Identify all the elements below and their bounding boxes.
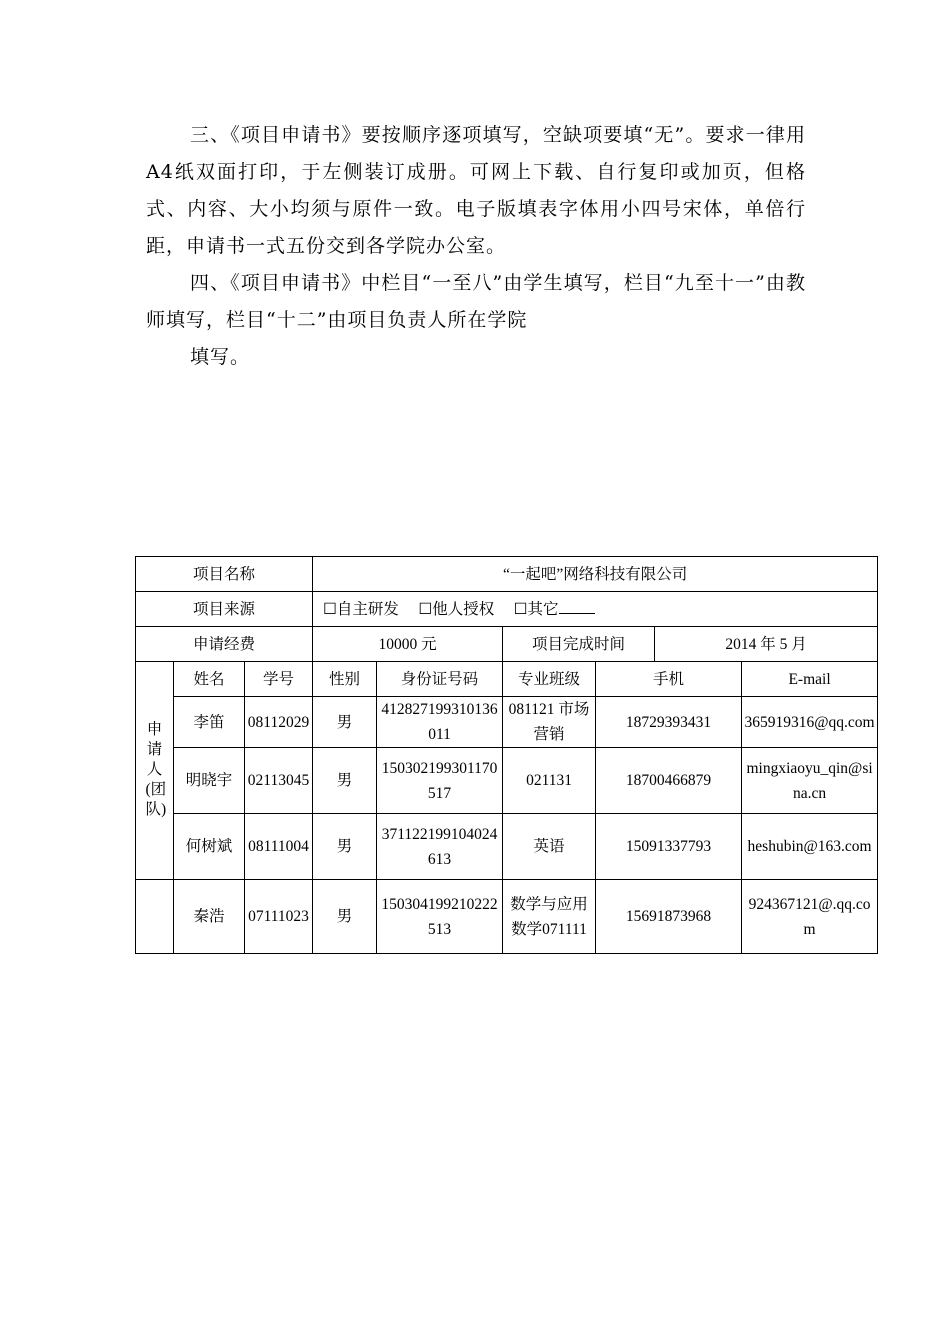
member-row	[136, 814, 878, 880]
col-name-header: 姓名	[174, 662, 245, 697]
member-gender[interactable]: 男	[313, 748, 377, 814]
member-phone[interactable]: 18729393431	[596, 697, 742, 748]
member-gender[interactable]: 男	[313, 814, 377, 880]
member-student-id[interactable]: 07111023	[245, 880, 313, 954]
instruction-paragraph-4: 四、《项目申请书》中栏目“一至八”由学生填写，栏目“九至十一”由教师填写，栏目“十二”由项目负责人所在学院	[146, 272, 806, 331]
project-source-row	[136, 592, 878, 627]
member-phone[interactable]: 18700466879	[596, 748, 742, 814]
col-idcard-header: 身份证号码	[377, 662, 503, 697]
col-gender-header: 性别	[313, 662, 377, 697]
project-source-label: 项目来源	[136, 592, 313, 627]
member-row	[136, 748, 878, 814]
project-source-options	[313, 592, 878, 627]
member-header-row	[136, 662, 878, 697]
applicant-team-label: 申请人(团队)	[136, 662, 174, 880]
member-idcard[interactable]: 150302199301170517	[377, 748, 503, 814]
funding-row	[136, 627, 878, 662]
source-option-other[interactable]: ☐其它	[513, 600, 559, 618]
instruction-paragraph-3: 三、《项目申请书》要按顺序逐项填写，空缺项要填“无”。要求一律用A4纸双面打印，于左侧装订成册。可网上下载、自行复印或加页，但格式、内容、大小均须与原件一致。电子版填表字体用小四号宋体，单倍行距，申请书一式五份交到各学院办公室。	[146, 124, 806, 257]
member-student-id[interactable]: 08111004	[245, 814, 313, 880]
other-source-blank[interactable]	[559, 599, 595, 614]
member-phone[interactable]: 15691873968	[596, 880, 742, 954]
funding-value[interactable]: 10000 元	[313, 627, 503, 662]
member-idcard[interactable]: 371122199104024613	[377, 814, 503, 880]
col-class-header: 专业班级	[503, 662, 596, 697]
member-name[interactable]: 何树斌	[174, 814, 245, 880]
col-phone-header: 手机	[596, 662, 742, 697]
member-email[interactable]: heshubin@163.com	[742, 814, 878, 880]
member-class[interactable]: 081121 市场营销	[503, 697, 596, 748]
col-email-header: E-mail	[742, 662, 878, 697]
member-name[interactable]: 明晓宇	[174, 748, 245, 814]
member-gender[interactable]: 男	[313, 697, 377, 748]
member-idcard[interactable]: 412827199310136011	[377, 697, 503, 748]
funding-label: 申请经费	[136, 627, 313, 662]
completion-time-label: 项目完成时间	[503, 627, 655, 662]
col-student-id-header: 学号	[245, 662, 313, 697]
source-option-licensed[interactable]: ☐他人授权	[418, 600, 495, 618]
member-name[interactable]: 秦浩	[174, 880, 245, 954]
member-email[interactable]: 924367121@.qq.com	[742, 880, 878, 954]
instruction-paragraph-4-end: 填写。	[190, 346, 251, 368]
member-class[interactable]: 数学与应用数学071111	[503, 880, 596, 954]
member-row	[136, 697, 878, 748]
member-class[interactable]: 英语	[503, 814, 596, 880]
member-student-id[interactable]: 02113045	[245, 748, 313, 814]
member-row	[136, 880, 878, 954]
project-name-value[interactable]: “一起吧”网络科技有限公司	[313, 557, 878, 592]
completion-time-value[interactable]: 2014 年 5 月	[655, 627, 878, 662]
member-email[interactable]: mingxiaoyu_qin@sina.cn	[742, 748, 878, 814]
member-student-id[interactable]: 08112029	[245, 697, 313, 748]
applicant-team-label-empty	[136, 880, 174, 954]
member-idcard[interactable]: 150304199210222513	[377, 880, 503, 954]
project-name-label: 项目名称	[136, 557, 313, 592]
application-form-table	[135, 556, 878, 954]
member-name[interactable]: 李笛	[174, 697, 245, 748]
member-email[interactable]: 365919316@qq.com	[742, 697, 878, 748]
member-gender[interactable]: 男	[313, 880, 377, 954]
member-class[interactable]: 021131	[503, 748, 596, 814]
project-name-row	[136, 557, 878, 592]
source-option-self-developed[interactable]: ☐自主研发	[323, 600, 399, 618]
member-phone[interactable]: 15091337793	[596, 814, 742, 880]
